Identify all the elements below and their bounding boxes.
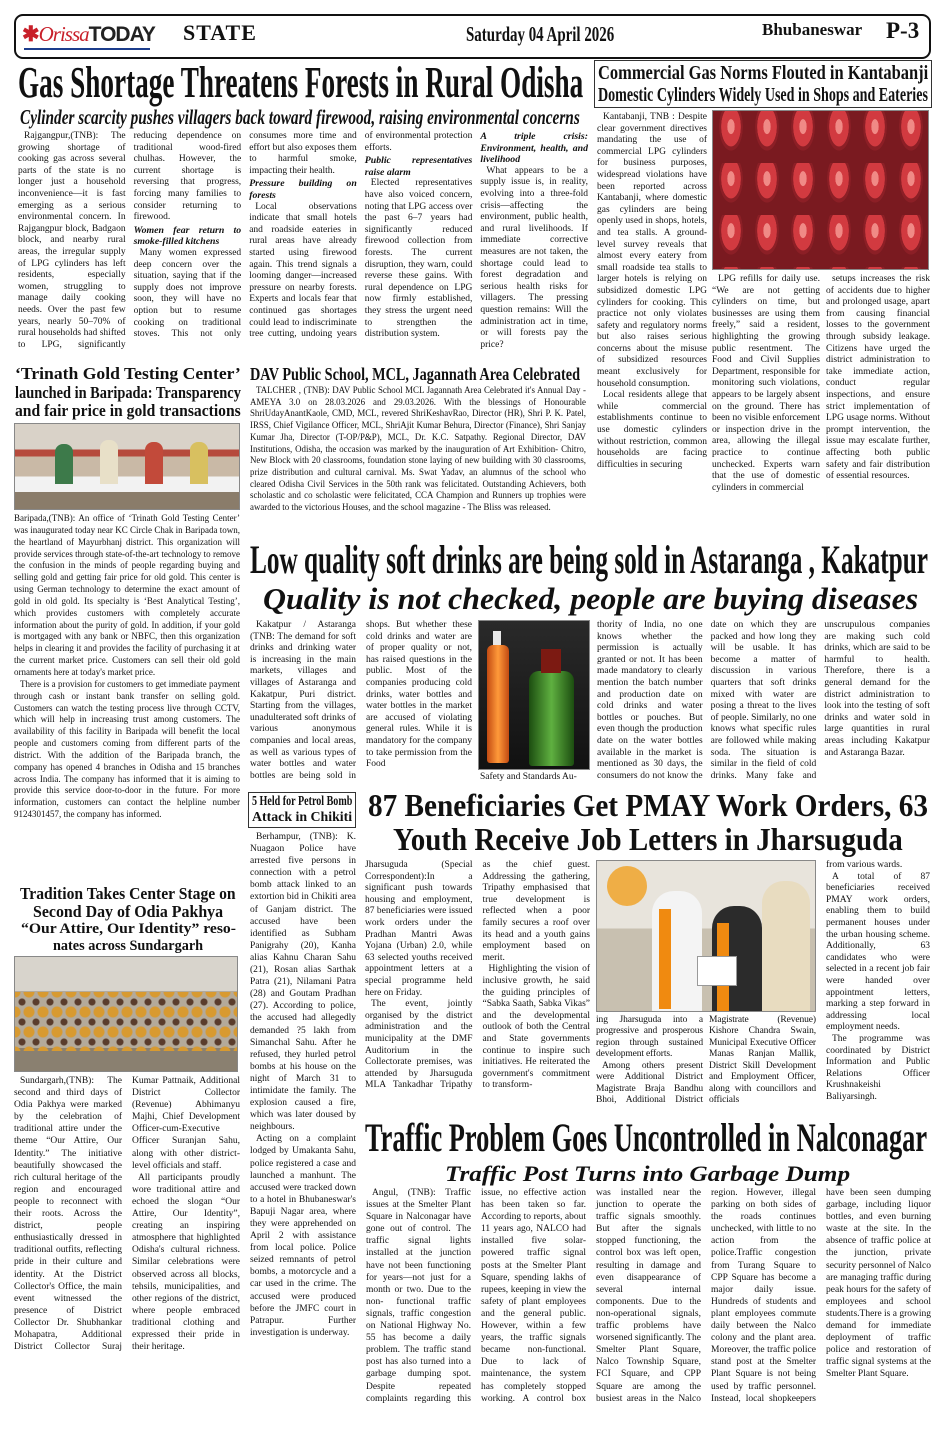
issue-date: Saturday 04 April 2026 (466, 22, 615, 46)
headline-trinath-2: launched in Baripada: Transparency (15, 382, 241, 402)
photo-odia-pakhya-group (14, 956, 238, 1072)
article-gas-body: Rajgangpur,(TNB): The growing shortage of cooking gas across several parts of the state is no longer just a household inconvenience—it is fast emerging as a serious environmental concern. In Rajgangpur block, Badgaon block, and nearby rural areas, the irregular supply of LPG cylinders has left residents, especially women, struggling to manage daily cooking needs. Over the past few years, nearly 50–70% of rural households had shifted to LPG, significantly reducing dependence on traditional wood-fired chulhas. However, the current shortage is reversing that progress, forcing many families to consider returning to firewood. Women fear return to smoke-filled kitchens Many women expressed deep concern over the situation, saying that if the supply does not improve soon, they will have no option but to resume cooking on traditional stoves. This not only consumes more time and effort but also exposes them to harmful smoke, impacting their health. Pressure building on forests Local observations indicate that small hotels and roadside eateries in rural areas have already started using firewood again. This trend signals a looming danger—increased pressure on nearby forests. Experts and locals fear that continued gas shortages could lead to indiscriminate tree cutting, undoing years of environmental protection efforts. Public representatives raise alarm Elected representatives have also voiced concern, noting that LPG access over the past 6–7 years had significantly reduced firewood collection from forests. The current disruption, they warn, could reverse these gains. With rural dependence on LPG now firmly established, they stress the urgent need to strengthen the distribution system. A triple crisis: Environment, health, and livelihood What appears to be a supply issue is, in reality, evolving into a three-fold crisis—affecting the environment, public health, and rural livelihoods. If immediate corrective measures are not taken, the shortage could lead to forest degradation and serious health risks for villagers. The pressing question remains: Will the administration act in time, or will forests pay the price? (18, 131, 588, 350)
subhead-gas: Cylinder scarcity pushes villagers back toward firewood, raising environmental concerns (20, 105, 580, 129)
headline-tradition-1: Tradition Takes Center Stage on (20, 884, 236, 903)
headline-drinks: Low quality soft drinks are being sold in Astaranga , Kakatpur (250, 537, 928, 582)
article-drinks-body-a: Kakatpur / Astaranga (TNB: The demand for soft drinks and drinking water is increasing in the main markets, villages and villages of Astaranga and Kakatpur, Puri district. Starting from the villages, unadulterated soft drinks of various anonymous companies and local areas, as well as various types of water bottles and water bottles are being sold in shops. But whether these cold drinks and water are of proper quality or not, has raised questions in the public. Most of the companies producing cold drinks, water bottles and water bottles in the market are accused of violating general rules. While it is mandatory for the company to take permission from the Food (250, 620, 472, 781)
page-number: P-3 (886, 18, 920, 43)
article-pmay-body-a: Jharsuguda (Special Correspondent):In a significant push towards housing and employment, 87 beneficiaries were issued work orders under the Pradhan Mantri Awas Yojana (Urban) 2.0, while 63 selected youths received appointment letters at a special programme held here on Friday. The event, jointly organised by the district administration and the municipality at the DMF Auditorium in the Collectorate premises, was attended by Jharsuguda MLA Tankadhar Tripathy as the chief guest. Addressing the gathering, Tripathy emphasised that true development is reflected when a poor family secures a roof over its head and a youth gains employment based on merit. Highlighting the vision of inclusive growth, he said the guiding principles of “Sabka Saath, Sabka Vikas” and the developmental outlook of both the Central and State governments continue to inspire such initiatives. He reiterated the government's commitment to transform- (365, 860, 590, 1091)
photo-caption-continuation: Safety and Standards Au- (480, 772, 577, 782)
subhead-traffic: Traffic Post Turns into Garbage Dump (445, 1161, 851, 1186)
photo-gold-center-inauguration (14, 423, 240, 510)
photo-job-letter-ceremony (596, 860, 816, 1012)
article-dav-body: TALCHER , (TNB): DAV Public School MCL Jagannath Area Celebrated it's Annual Day -AMEYA 3.0 on 28.03.2026 and 29.03.2026. With the blessings of Honourable ShriUdayAnantKaole, CMD, MCL, revered ShriKeshavRao, Director (HR), Shri P. K. Patel, IRSS, Chief Vigilance Officer, MCL, ShriAjit Kumar Behura, Director (Finance), Shri Sanjay Kumar Jha, Director (T-OP/P&P), MCL, Dr. K.C. Satpathy. Regional Director, DAV Institutions, Odisha, the occasion was marked by the inauguration of Art Exhibition- Chitro, New Block with 20 classrooms, foundation stone laying of new building with 30 classrooms, prize distribution and cultural carnival. Ms. Swat Yadav, an alumnus of the school who cleared Odisha Civil Services in the 50th rank was felicitated. Outstanding Achievers, both scholastic and co scholastic were felicitated, CCA Champion and Runners up trophies were awarded to the victorious Houses, and the school magazine - The Bliss was released. (250, 385, 586, 513)
photo-lpg-cylinders (712, 110, 929, 270)
headline-petrol-2: Attack in Chikiti (252, 810, 353, 825)
photo-soft-drink-bottles (478, 620, 590, 770)
headline-gas: Gas Shortage Threatens Forests in Rural Odisha (18, 58, 584, 107)
headline-box-petrol (248, 792, 356, 828)
headline-tradition-2: Second Day of Odia Pakhya (33, 902, 224, 921)
headline-traffic: Traffic Problem Goes Uncontrolled in Nalconagar (365, 1115, 928, 1160)
headline-commercial-1: Commercial Gas Norms Flouted in Kantabanji (598, 62, 929, 84)
headline-trinath-1: ‘Trinath Gold Testing Center’ (15, 364, 241, 383)
article-traffic-body: Angul, (TNB): Traffic issues at the Smelter Plant Square in Nalconagar have gone out of control. The traffic signal lights installed at the junction have not been functioning for years—not just for a month or two. Due to the non- functional traffic signals, traffic congestion on National Highway No. 55 has become a daily problem. The traffic stand post has also turned into a garbage dumping spot. Despite repeated complaints regarding this issue, no effective action has been taken so far. According to reports, about 11 years ago, NALCO had installed five solar-powered traffic signal posts at the Smelter Plant Square, spending lakhs of rupees, keeping in view the safety of plant employees and the general public. However, within a few years, the traffic signals became non-functional. Due to lack of maintenance, the system has completely stopped working. A control box was installed near the junction to operate the traffic signals smoothly. But after the signals stopped functioning, the control box was left open, resulting in damage and even disappearance of several internal components. Due to the non-operational signals, traffic problems have worsened significantly. The Smelter Plant Square, Nalco Township Square, FCI Square, and CPP Square are among the busiest areas in the Nalco region. However, illegal parking on both sides of the roads continues unchecked, with little to no action from the police.Traffic congestion from Turang Square to CPP Square has become a major daily issue. Hundreds of students and plant employees commute daily between the Nalco colony and the plant area. Moreover, the traffic police stand post at the Smelter Plant Square is not being used by traffic personnel. Instead, local shopkeepers have been seen dumping garbage, including liquor bottles, and even burning waste at the site. In the absence of traffic police at the junction, private security personnel of Nalco are managing traffic during peak hours for the safety of employees and school students.There is a growing demand for immediate deployment of traffic police and restoration of traffic signal systems at the Smelter Plant Square. (366, 1188, 932, 1404)
headline-commercial-2: Domestic Cylinders Widely Used in Shops and Eateries (598, 84, 928, 106)
article-commercial-col2: LPG refills for daily use. “We are not getting cylinders on time, but businesses are using them freely,” said a resident, highlighting the growing public resentment. The Food and Civil Supplies Department, responsible for monitoring such violations, appears to be largely absent on the ground. There has been no visible enforcement or inspection drive in the area, allowing the illegal practice to continue unchecked. Experts warn that the use of domestic cylinders in commercial (712, 274, 820, 493)
headline-box-commercial (594, 60, 932, 108)
article-pmay-body-c: from various wards. A total of 87 beneficiaries received PMAY work orders, enabling them to build permanent houses under the urban housing scheme. Additionally, 63 candidates who were selected in a recent job fair were handed over appointment letters, marking a step forward in addressing local employment needs. The programme was coordinated by District Information and Public Relations Officer Krushnakeishi Baliyarsingh. (826, 860, 930, 1102)
article-commercial-col3: setups increases the risk of accidents due to higher and prolonged usage, apart from causing financial losses to the government through subsidy leakage. Citizens have urged the district administration to take immediate action, conduct regular inspections, and ensure strict implementation of LPG usage norms. Without prompt intervention, the issue may escalate further, affecting both public safety and fair distribution of essential resources. (826, 274, 930, 482)
section-name: STATE (183, 20, 257, 45)
article-trinath-body: Baripada,(TNB): An office of ‘Trinath Gold Testing Center’ was inaugurated today near KC Circle Chak in Baripada town, the heartland of Mayurbhanj district. This organization will provide services through state-of-the-art technology to remove the confusion in the minds of people regarding buying and selling gold and getting fair price for old gold. This center is using German technology to determine the exact amount of gold in old gold. Its specialty is ‘Best Analytical Testing’, which provides customers with completely accurate information about the purity of gold. In addition, if your gold is mortgaged with any bank or NBFC, then this organization helps in clearing it and provides the facility of purchasing it at the current market price. Customers can sell their old gold ornaments here at today's market price. There is a provision for customers to get immediate payment through cash or instant bank transfer on selling gold. Customers can watch the testing process live through CCTV, which will help in increasing trust among customers. The availability of this facility in Baripada will benefit the local people and customers coming from different parts of the district. With the addition of the Baripada branch, the company has opened 4 branches in Odisha and 15 branches across India. The company has informed that it is aiming to provide this service door-to-door in the future. For more information, customers can contact the helpline number 9124301457, the company has informed. (14, 513, 240, 820)
article-drinks-body-c: thority of India, no one knows whether the permission is actually granted or not. It has been made mandatory to clearly mention the batch number and production date on cold drinks and water bottles or pouches. But even though the production date on the water bottles available in the market is mentioned as 30 days, the consumers do not know the date on which they are packed and how long they will be usable. It has become a matter of discussion in various quarters that soft drinks mixed with water are posing a threat to the lives of people. Similarly, no one knows what specific rules are followed while making soda. The situation is similar in the field of cold drinks. Many fake and unscrupulous companies are making such cold drinks, which are said to be harmful to health. Therefore, there is a general demand for the district administration to look into the testing of soft drinks and water sold in large quantities in rural areas including Kakatpur and Astaranga Bazar. (597, 620, 930, 781)
headline-trinath-3: and fair price in gold transactions (15, 401, 241, 420)
article-petrol-body: Berhampur, (TNB): K. Nuagaon Police have arrested five persons in connection with a petrol bomb attack linked to an extortion bid in Chikiti area of Ganjam district. The accused have been identified as Subham Panigrahy (20), Kanha alias Kahnu Charan Sahu (21), Rosan alias Sarthak Patra (21), Nilamani Patra (28) and Goutam Pradhan (27). According to police, the accused had allegedly demanded ?5 lakh from Simanchal Sahu. After he refused, they hurled petrol bombs at his house on the night of March 31 to intimidate the family. The explosion caused a fire, which was later doused by neighbours. Acting on a complaint lodged by Umakanta Sahu, police registered a case and launched a manhunt. The accused were tracked down to a hotel in Bhubaneswar's Bapuji Nagar area, where they were apprehended on April 2 with assistance from local police. Police seized remnants of petrol bombs, a motorcycle and a car used in the crime. The accused were produced before the JMFC court in Patrapur. Further investigation is underway. (250, 832, 356, 1338)
article-pmay-body-b: ing Jharsuguda into a progressive and prosperous region through sustained development efforts. Among others present were Additional District Magistrate Braja Bandhu Bhoi, Additional District Magistrate (Revenue) Kishore Chandra Swain, Municipal Executive Officer Manas Ranjan Mallik, District Skill Development and Employment Officer, along with councillors and officials (596, 1015, 816, 1106)
logo: ✱OrissaTODAY (22, 22, 155, 47)
subhead-tradition-2: nates across Sundargarh (53, 937, 204, 954)
subhead-tradition-1: “Our Attire, Our Identity” reso- (20, 921, 236, 937)
article-tradition-body: Sundargarh,(TNB): The second and third days of Odia Pakhya were marked by the celebration of traditional attire under the theme “Our Attire, Our Identity.” The initiative beautifully showcased the rich cultural heritage of the region and encouraged people to reconnect with their roots. Across the district, people enthusiastically dressed in traditional outfits, reflecting pride in their culture and identity. At the District Collector's Office, the main event witnessed the presence of District Collector Dr. Shubhankar Mohapatra, Additional District Collector Suraj Kumar Pattnaik, Additional District Collector (Revenue) Abhimanyu Majhi, Chief Development Officer-cum-Executive Officer Suranjan Sahu, along with other district-level officials and staff. All participants proudly wore traditional attire and echoed the slogan “Our Attire, Our Identity”, creating an inspiring atmosphere that highlighted Odisha's cultural richness. Similar celebrations were observed across all blocks, tehsils, municipalities, and other regions of the district, where people embraced traditional clothing and expressed their pride in their heritage. (14, 1076, 240, 1353)
headline-dav: DAV Public School, MCL, Jagannath Area Celebrated (250, 364, 581, 384)
headline-pmay-2: Youth Receive Job Letters in Jharsuguda (392, 821, 903, 857)
article-commercial-col1: Kantabanji, TNB : Despite clear government directives mandating the use of commercial LPG cylinders for business purposes, widespread violations have been reported across Kantabanji, where domestic gas cylinders are being openly used in shops, hotels, and tea stalls. A ground-level survey reveals that almost every eatery from small roadside tea stalls to larger hotels is relying on subsidized domestic LPG cylinders for cooking. This practice not only violates safety and regulatory norms but also raises serious concerns about the misuse of subsidized resources meant exclusively for household consumption. Local residents allege that while commercial establishments continue to use domestic cylinders without restriction, common households are facing difficulties in securing (597, 112, 707, 470)
edition-city: Bhubaneswar (762, 20, 863, 39)
headline-petrol-1: 5 Held for Petrol Bomb (252, 794, 353, 809)
headline-pmay-1: 87 Beneficiaries Get PMAY Work Orders, 63 (367, 787, 928, 823)
subhead-drinks: Quality is not checked, people are buying diseases (262, 581, 918, 616)
logo-icon: ✱ (22, 23, 39, 46)
